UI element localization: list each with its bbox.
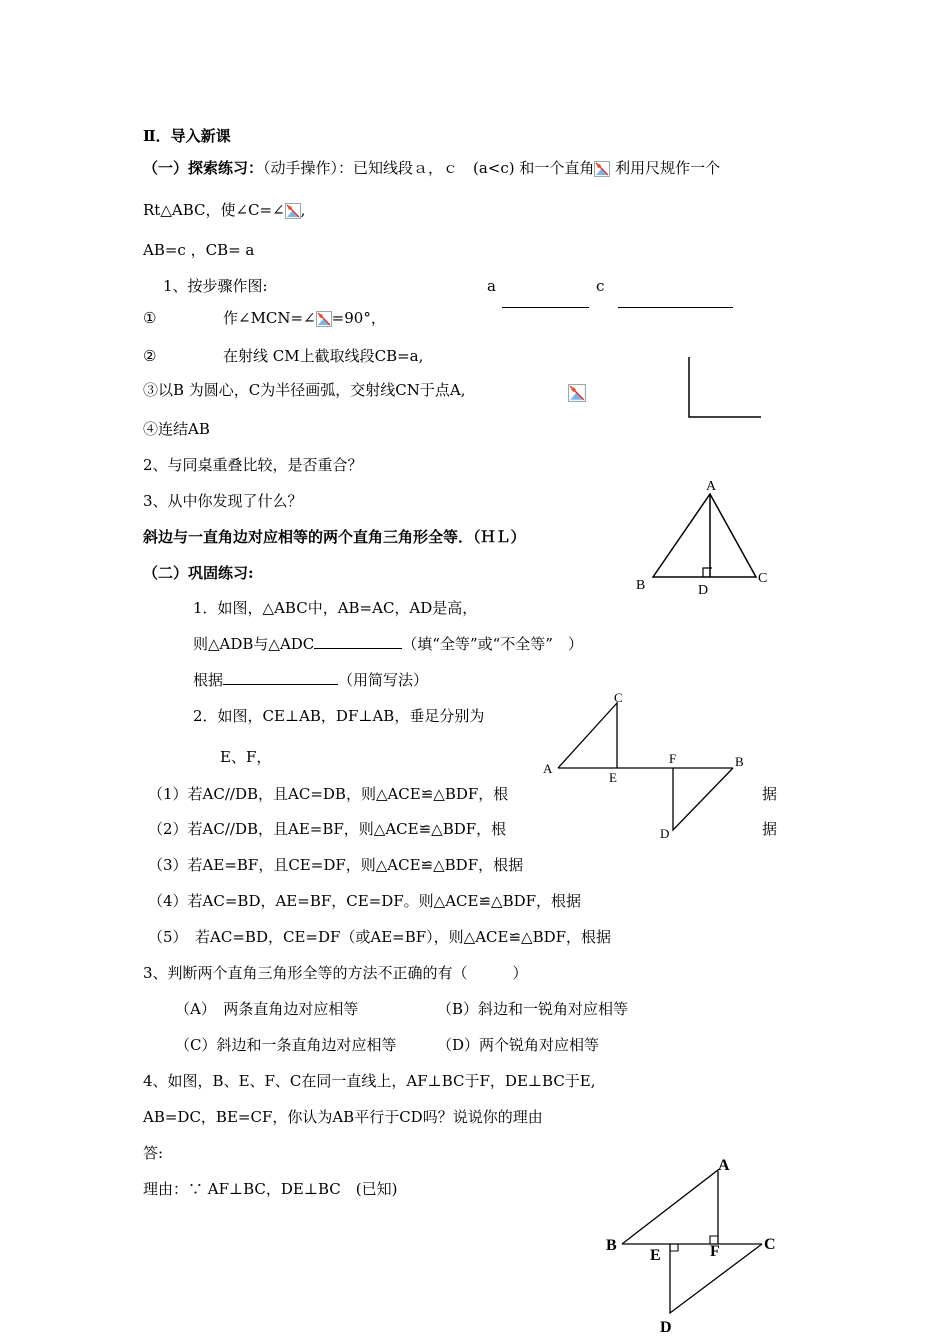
problem-1-line-3	[193, 670, 428, 690]
case-3: （3）若AE=BF，且CE=DF，则△ACE≌△BDF，根据	[148, 856, 524, 874]
fig3-label-b: B	[606, 1237, 617, 1254]
case-1-end: 据	[762, 785, 778, 803]
fig1-label-d: D	[698, 583, 709, 598]
option-d: （D）两个锐角对应相等	[437, 1036, 600, 1054]
answer-label: 答:	[143, 1144, 164, 1162]
step-2: 在射线 CM上截取线段CB=a,	[223, 347, 424, 365]
broken-image-icon	[316, 311, 332, 327]
fig2-label-d: D	[660, 826, 670, 841]
hl-conclusion: 斜边与一直角边对应相等的两个直角三角形全等．（ＨＬ）	[143, 528, 526, 546]
figure-isosceles-triangle	[630, 472, 780, 602]
segment-a	[502, 307, 589, 308]
problem-1-line-2-text: 则△ADB与△ADC	[193, 635, 315, 653]
problem-1-line-2-hint: （填“全等”或“不全等” ）	[402, 635, 583, 653]
section-title: Ⅱ．导入新课	[143, 127, 231, 145]
question-3: 3、从中你发现了什么？	[143, 492, 303, 510]
step-1-number: ①	[143, 309, 157, 327]
problem-1-line-3-text: 根据	[193, 671, 224, 689]
explore-line-1-end: 利用尺规作一个	[610, 159, 721, 177]
step-2-number: ②	[143, 347, 157, 365]
fig2-label-a: A	[543, 761, 553, 776]
problem-1-line-1: 1．如图，△ABC中，AB=AC，AD是高，	[193, 599, 478, 617]
fig1-label-b: B	[636, 578, 646, 593]
problem-2-line-2: E、F，	[220, 748, 272, 766]
case-2-end: 据	[762, 820, 778, 838]
case-2: （2）若AC//DB，且AE=BF，则△ACE≌△BDF，根	[148, 820, 507, 838]
explore-line-2	[143, 200, 305, 220]
explore-line-1-text: （动手操作）：已知线段ａ，ｃ (a<c) 和一个直角	[263, 159, 595, 177]
fig3-label-a: A	[718, 1157, 730, 1174]
step-1-end: =90°，	[331, 309, 386, 327]
fig3-label-c: C	[764, 1236, 776, 1253]
figure-two-right-triangles	[538, 688, 758, 843]
question-3-judge: 3、判断两个直角三角形全等的方法不正确的有（ ）	[143, 964, 528, 982]
case-5: （5） 若AC=BD，CE=DF（或AE=BF），则△ACE≌△BDF，根据	[148, 928, 612, 946]
case-1: （1）若AC//DB，且AC=DB，则△ACE≌△BDF，根	[148, 785, 509, 803]
step-4: ④连结AB	[143, 420, 210, 438]
steps-title: 1、按步骤作图:	[163, 277, 268, 295]
explore-title: （一）探索练习：	[143, 159, 264, 177]
reason-line: 理由：∵ AF⊥BC，DE⊥BC (已知)	[143, 1180, 398, 1198]
question-4-line-2: AB=DC，BE=CF，你认为AB平行于CD吗？说说你的理由	[143, 1108, 543, 1126]
option-b: （B）斜边和一锐角对应相等	[437, 1000, 629, 1018]
step-1-text: 作∠MCN=∠	[223, 309, 316, 327]
question-2: 2、与同桌重叠比较，是否重合？	[143, 456, 363, 474]
segment-a-label: a	[487, 277, 496, 295]
explore-line-3: AB=c ，CB= a	[143, 241, 255, 259]
fig3-label-f: F	[710, 1243, 720, 1260]
case-4: （4）若AC=BD，AE=BF，CE=DF。则△ACE≌△BDF，根据	[148, 892, 582, 910]
consolidate-title: （二）巩固练习:	[143, 564, 254, 582]
fig2-label-e: E	[609, 770, 617, 785]
broken-image-icon	[594, 161, 610, 177]
segment-c	[618, 307, 733, 308]
figure-parallel-question	[600, 1150, 785, 1340]
blank-reason[interactable]	[223, 670, 338, 685]
problem-1-line-2	[193, 634, 583, 654]
fig2-label-f: F	[669, 751, 677, 766]
option-c: （C）斜边和一条直角边对应相等	[175, 1036, 397, 1054]
question-4-line-1: 4、如图，B、E、F、C在同一直线上，AF⊥BC于F，DE⊥BC于E,	[143, 1072, 596, 1090]
problem-1-line-3-hint: （用简写法）	[338, 671, 429, 689]
blank-congruent[interactable]	[314, 634, 402, 649]
fig1-label-a: A	[706, 479, 717, 494]
problem-2-line-1: 2．如图，CE⊥AB，DF⊥AB，垂足分别为	[193, 707, 485, 725]
broken-image-icon	[568, 384, 586, 402]
option-a: （A） 两条直角边对应相等	[175, 1000, 359, 1018]
fig2-label-b: B	[735, 754, 744, 769]
broken-image-icon	[285, 203, 301, 219]
step-1	[223, 308, 386, 328]
explore-line-2-end: ,	[300, 201, 306, 219]
segment-c-label: c	[596, 277, 605, 295]
fig3-label-e: E	[650, 1247, 661, 1264]
right-angle-figure	[685, 355, 765, 420]
fig2-label-c: C	[614, 690, 623, 705]
explore-line-2-text: Rt△ABC，使∠C=∠	[143, 201, 285, 219]
fig1-label-c: C	[758, 571, 768, 586]
fig3-label-d: D	[660, 1319, 672, 1336]
step-3: ③以B 为圆心，C为半径画弧，交射线CN于点A,	[143, 381, 466, 399]
explore-line-1	[143, 158, 720, 178]
